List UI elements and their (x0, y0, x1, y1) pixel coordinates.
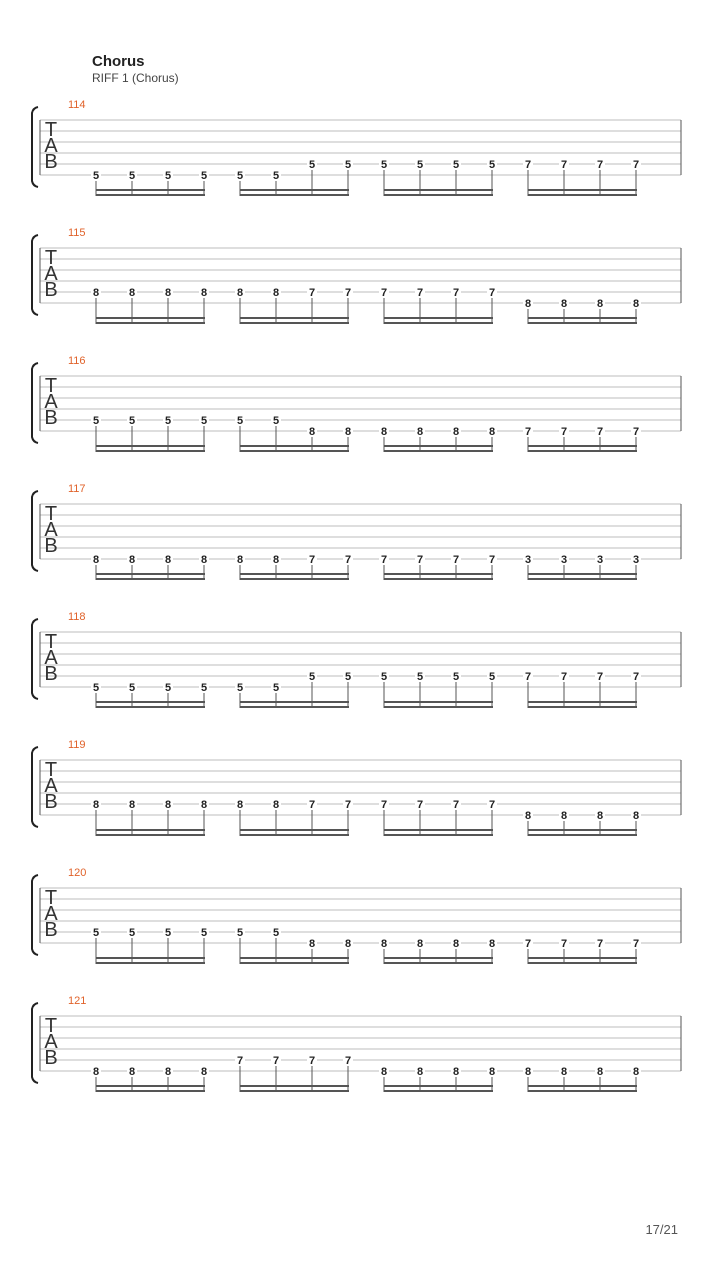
fret-number: 8 (200, 1066, 208, 1078)
fret-number: 7 (416, 554, 424, 566)
fret-number: 8 (200, 554, 208, 566)
beam-primary (384, 834, 493, 836)
fret-number: 8 (236, 287, 244, 299)
beam-primary (240, 578, 349, 580)
fret-number: 5 (272, 415, 280, 427)
tab-letter: A (44, 1031, 58, 1053)
fret-number: 8 (488, 938, 496, 950)
tab-letter: B (44, 151, 58, 173)
beam-secondary (240, 445, 349, 447)
fret-number: 8 (236, 554, 244, 566)
tab-letter: B (44, 663, 58, 685)
fret-number: 7 (524, 159, 532, 171)
fret-number: 8 (380, 426, 388, 438)
measure-number: 115 (68, 227, 86, 239)
beam-secondary (384, 317, 493, 319)
fret-number: 7 (380, 799, 388, 811)
measure-number: 117 (68, 483, 86, 495)
beam-primary (240, 194, 349, 196)
fret-number: 3 (524, 554, 532, 566)
fret-number: 8 (524, 1066, 532, 1078)
fret-number: 7 (308, 799, 316, 811)
fret-number: 7 (344, 287, 352, 299)
fret-number: 5 (164, 682, 172, 694)
beam-primary (384, 450, 493, 452)
fret-number: 7 (632, 671, 640, 683)
fret-number: 5 (452, 671, 460, 683)
fret-number: 8 (128, 799, 136, 811)
fret-number: 5 (488, 159, 496, 171)
beam-primary (528, 450, 637, 452)
fret-number: 7 (632, 938, 640, 950)
tab-letter: T (44, 631, 58, 653)
fret-number: 5 (344, 159, 352, 171)
fret-number: 7 (380, 287, 388, 299)
tab-letter: B (44, 279, 58, 301)
fret-number: 8 (452, 938, 460, 950)
fret-number: 5 (416, 159, 424, 171)
beam-primary (528, 962, 637, 964)
fret-number: 8 (632, 1066, 640, 1078)
beam-primary (528, 578, 637, 580)
fret-number: 7 (524, 938, 532, 950)
beam-secondary (96, 445, 205, 447)
fret-number: 8 (164, 799, 172, 811)
system-bracket (32, 491, 38, 571)
fret-number: 8 (272, 799, 280, 811)
fret-number: 7 (596, 159, 604, 171)
fret-number: 5 (380, 159, 388, 171)
beam-secondary (528, 701, 637, 703)
tab-letter: T (44, 887, 58, 909)
fret-number: 3 (560, 554, 568, 566)
fret-number: 8 (272, 287, 280, 299)
fret-number: 5 (236, 415, 244, 427)
fret-number: 5 (272, 170, 280, 182)
beam-secondary (96, 701, 205, 703)
fret-number: 8 (596, 1066, 604, 1078)
fret-number: 8 (416, 426, 424, 438)
fret-number: 8 (308, 426, 316, 438)
beam-secondary (240, 1085, 349, 1087)
fret-number: 5 (164, 927, 172, 939)
fret-number: 8 (236, 799, 244, 811)
measure-number: 119 (68, 739, 86, 751)
fret-number: 7 (452, 554, 460, 566)
fret-number: 7 (560, 671, 568, 683)
fret-number: 7 (308, 554, 316, 566)
fret-number: 5 (92, 170, 100, 182)
fret-number: 5 (200, 682, 208, 694)
system-bracket (32, 1003, 38, 1083)
riff-label: RIFF 1 (Chorus) (92, 71, 179, 85)
fret-number: 8 (200, 287, 208, 299)
beam-primary (240, 450, 349, 452)
beam-primary (240, 1090, 349, 1092)
fret-number: 7 (344, 1055, 352, 1067)
fret-number: 8 (128, 554, 136, 566)
beam-secondary (528, 573, 637, 575)
beam-primary (384, 578, 493, 580)
fret-number: 5 (128, 682, 136, 694)
fret-number: 5 (344, 671, 352, 683)
fret-number: 7 (416, 287, 424, 299)
beam-secondary (240, 701, 349, 703)
beam-primary (384, 322, 493, 324)
beam-primary (96, 834, 205, 836)
system-bracket (32, 235, 38, 315)
tab-letter: B (44, 407, 58, 429)
measure-number: 120 (68, 867, 87, 879)
fret-number: 8 (452, 426, 460, 438)
beam-secondary (384, 1085, 493, 1087)
beam-secondary (528, 445, 637, 447)
tab-letter: A (44, 135, 58, 157)
fret-number: 8 (416, 1066, 424, 1078)
fret-number: 7 (560, 426, 568, 438)
fret-number: 8 (272, 554, 280, 566)
fret-number: 5 (164, 415, 172, 427)
beam-primary (528, 1090, 637, 1092)
beam-primary (96, 1090, 205, 1092)
fret-number: 8 (128, 287, 136, 299)
measure-number: 114 (68, 99, 86, 111)
tab-letter: T (44, 375, 58, 397)
page-number: 17/21 (645, 1222, 678, 1237)
fret-number: 8 (380, 938, 388, 950)
fret-number: 7 (560, 938, 568, 950)
beam-secondary (384, 701, 493, 703)
fret-number: 7 (308, 287, 316, 299)
beam-secondary (96, 317, 205, 319)
beam-primary (240, 322, 349, 324)
fret-number: 8 (344, 426, 352, 438)
fret-number: 7 (560, 159, 568, 171)
tab-letter: A (44, 519, 58, 541)
beam-secondary (528, 317, 637, 319)
fret-number: 8 (560, 298, 568, 310)
beam-secondary (240, 189, 349, 191)
fret-number: 8 (164, 287, 172, 299)
fret-number: 5 (236, 682, 244, 694)
beam-primary (528, 834, 637, 836)
fret-number: 7 (488, 554, 496, 566)
fret-number: 5 (236, 927, 244, 939)
beam-primary (240, 834, 349, 836)
fret-number: 7 (524, 671, 532, 683)
beam-secondary (528, 1085, 637, 1087)
tab-letter: A (44, 263, 58, 285)
tab-letter: A (44, 647, 58, 669)
fret-number: 5 (272, 927, 280, 939)
beam-primary (96, 706, 205, 708)
tab-letter: T (44, 119, 58, 141)
fret-number: 8 (524, 810, 532, 822)
system-bracket (32, 107, 38, 187)
beam-secondary (528, 829, 637, 831)
beam-secondary (384, 445, 493, 447)
fret-number: 8 (416, 938, 424, 950)
beam-secondary (384, 957, 493, 959)
fret-number: 8 (128, 1066, 136, 1078)
beam-primary (96, 194, 205, 196)
beam-primary (384, 194, 493, 196)
beam-primary (96, 322, 205, 324)
fret-number: 7 (344, 799, 352, 811)
measure-number: 118 (68, 611, 86, 623)
fret-number: 7 (272, 1055, 280, 1067)
fret-number: 5 (128, 415, 136, 427)
fret-number: 8 (92, 287, 100, 299)
fret-number: 7 (452, 287, 460, 299)
beam-secondary (528, 189, 637, 191)
fret-number: 5 (308, 159, 316, 171)
fret-number: 8 (92, 554, 100, 566)
beam-primary (240, 706, 349, 708)
tab-letter: B (44, 791, 58, 813)
tab-letter: T (44, 247, 58, 269)
beam-secondary (384, 829, 493, 831)
beam-secondary (240, 829, 349, 831)
fret-number: 8 (452, 1066, 460, 1078)
fret-number: 5 (308, 671, 316, 683)
fret-number: 8 (344, 938, 352, 950)
fret-number: 5 (272, 682, 280, 694)
tab-letter: T (44, 1015, 58, 1037)
fret-number: 3 (596, 554, 604, 566)
beam-secondary (96, 1085, 205, 1087)
beam-primary (384, 962, 493, 964)
fret-number: 7 (416, 799, 424, 811)
tab-letter: T (44, 759, 58, 781)
tab-letter: T (44, 503, 58, 525)
fret-number: 7 (344, 554, 352, 566)
fret-number: 7 (236, 1055, 244, 1067)
fret-number: 8 (488, 426, 496, 438)
beam-primary (96, 578, 205, 580)
fret-number: 8 (92, 1066, 100, 1078)
beam-secondary (240, 317, 349, 319)
fret-number: 8 (164, 1066, 172, 1078)
fret-number: 8 (308, 938, 316, 950)
tab-letter: A (44, 903, 58, 925)
fret-number: 5 (128, 170, 136, 182)
beam-secondary (384, 573, 493, 575)
fret-number: 5 (380, 671, 388, 683)
fret-number: 7 (632, 159, 640, 171)
fret-number: 5 (488, 671, 496, 683)
fret-number: 8 (596, 810, 604, 822)
fret-number: 5 (452, 159, 460, 171)
fret-number: 8 (380, 1066, 388, 1078)
fret-number: 7 (308, 1055, 316, 1067)
fret-number: 5 (164, 170, 172, 182)
fret-number: 7 (632, 426, 640, 438)
fret-number: 5 (92, 682, 100, 694)
tab-letter: B (44, 919, 58, 941)
beam-primary (528, 194, 637, 196)
beam-primary (96, 962, 205, 964)
system-bracket (32, 619, 38, 699)
fret-number: 8 (596, 298, 604, 310)
beam-secondary (96, 957, 205, 959)
tab-letter: A (44, 775, 58, 797)
fret-number: 7 (524, 426, 532, 438)
fret-number: 5 (236, 170, 244, 182)
beam-primary (96, 450, 205, 452)
beam-secondary (384, 189, 493, 191)
fret-number: 8 (164, 554, 172, 566)
beam-secondary (240, 957, 349, 959)
beam-primary (528, 322, 637, 324)
fret-number: 8 (632, 298, 640, 310)
beam-primary (384, 1090, 493, 1092)
fret-number: 7 (452, 799, 460, 811)
measure-number: 116 (68, 355, 86, 367)
system-bracket (32, 363, 38, 443)
system-bracket (32, 875, 38, 955)
fret-number: 8 (560, 1066, 568, 1078)
fret-number: 8 (200, 799, 208, 811)
fret-number: 5 (416, 671, 424, 683)
tab-letter: B (44, 535, 58, 557)
beam-primary (528, 706, 637, 708)
fret-number: 8 (632, 810, 640, 822)
fret-number: 5 (200, 927, 208, 939)
beam-secondary (528, 957, 637, 959)
beam-secondary (96, 189, 205, 191)
fret-number: 8 (560, 810, 568, 822)
fret-number: 7 (596, 426, 604, 438)
beam-primary (240, 962, 349, 964)
tab-letter: A (44, 391, 58, 413)
measure-number: 121 (68, 995, 87, 1007)
fret-number: 5 (200, 415, 208, 427)
tab-letter: B (44, 1047, 58, 1069)
section-title: Chorus (92, 53, 145, 70)
fret-number: 7 (380, 554, 388, 566)
fret-number: 5 (92, 415, 100, 427)
fret-number: 7 (488, 799, 496, 811)
fret-number: 7 (488, 287, 496, 299)
fret-number: 7 (596, 938, 604, 950)
fret-number: 5 (200, 170, 208, 182)
beam-secondary (96, 573, 205, 575)
beam-secondary (96, 829, 205, 831)
beam-secondary (240, 573, 349, 575)
fret-number: 8 (92, 799, 100, 811)
fret-number: 7 (596, 671, 604, 683)
system-bracket (32, 747, 38, 827)
fret-number: 8 (524, 298, 532, 310)
beam-primary (384, 706, 493, 708)
fret-number: 8 (488, 1066, 496, 1078)
fret-number: 5 (92, 927, 100, 939)
fret-number: 5 (128, 927, 136, 939)
fret-number: 3 (632, 554, 640, 566)
